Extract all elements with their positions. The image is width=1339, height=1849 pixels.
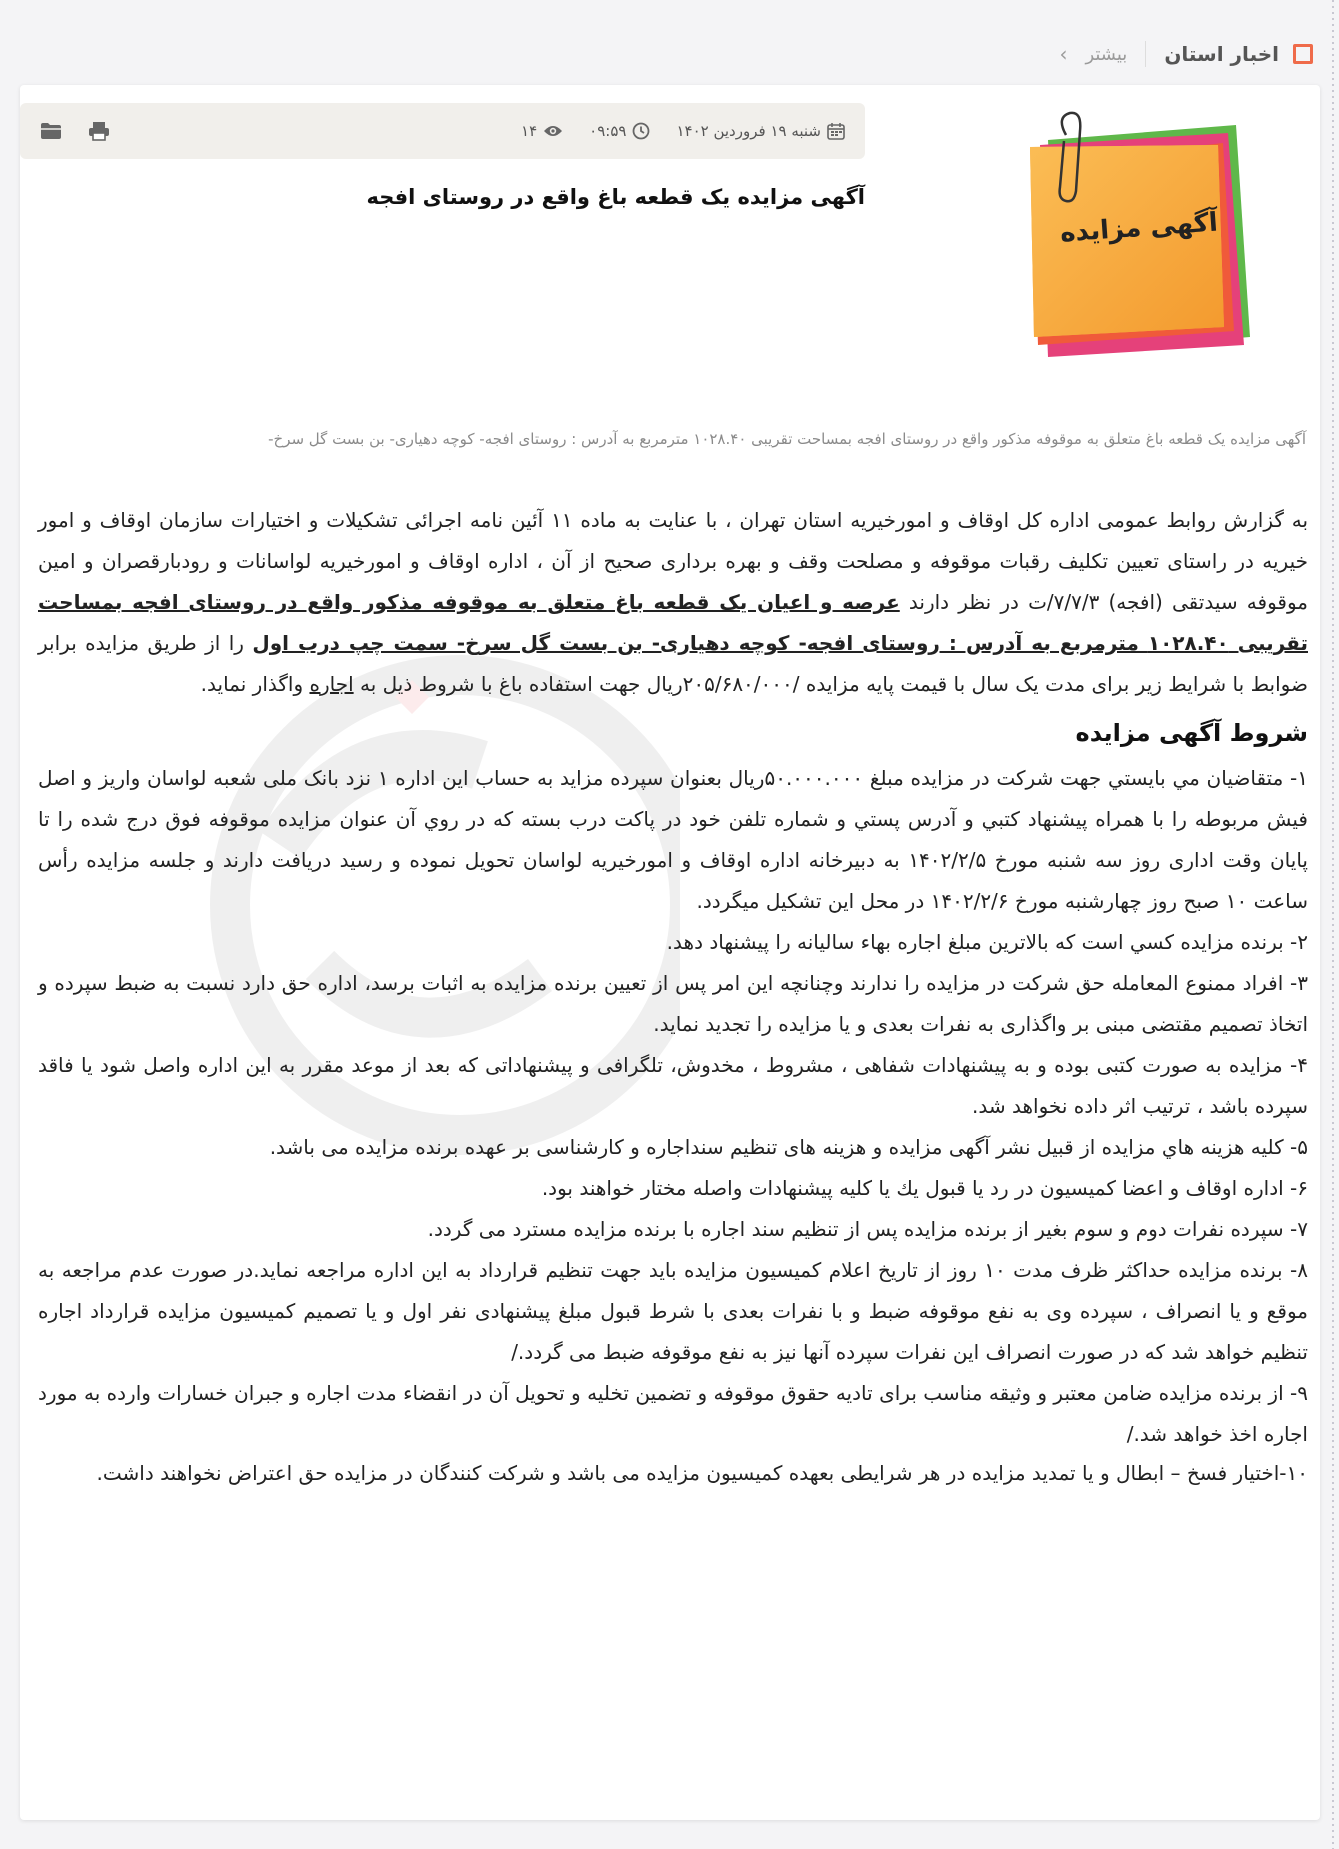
divider xyxy=(1145,41,1146,67)
condition-item: ۱۰-اختیار فسخ – ابطال و یا تمدید مزایده در هر شرایطی بعهده کمیسیون مزایده می باشد و شرکت کنندگان در مزایده حق اعتراض نخواهند داشت. xyxy=(96,1461,1308,1485)
intro-text-2: را از طریق مزایده برابر ضوابط با شرایط زیر برای مدت یک سال با قیمت پایه مزایده /۲۰۵/۶۸۰/۰۰۰ریال جهت استفاده باغ با شروط ذیل به xyxy=(38,631,1308,696)
condition-item: ۱- متقاضیان مي بايستي جهت شركت در مزايده مبلغ ۵۰.۰۰۰.۰۰۰ريال بعنوان سپرده مزايد به حساب اين اداره ۱ نزد بانک ملی شعبه لواسان واريز و اصل فيش مربوطه را با همراه پيشنهاد كتبي و آدرس پستي و شماره تلفن خود در پاكت درب بسته كه در روي آن عنوان مزایده موقوفه فوق درج شده را تا پایان وقت اداری روز سه شنبه مورخ ۱۴۰۲/۲/۵ به دبیرخانه اداره اوقاف و امورخیریه لواسان تحویل نموده و رسید دریافت دارند و جلسه مزایده رأس ساعت ۱۰ صبح روز چهارشنبه مورخ ۱۴۰۲/۲/۶ در محل این تشکیل میگردد. xyxy=(38,766,1308,913)
intro-text-1: به گزارش روابط عمومی اداره کل اوقاف و امورخیریه استان تهران ، با عنایت به ماده ۱۱ آئین نامه اجرائی تشکیلات و اختیارات سازمان اوقاف و امور خیریه در راستای تعیین تکلیف رقبات موقوفه و مصلحت وقف و بهره برداری صحیح از آن ، اداره اوقاف و امورخیریه لواسانات و رودبارقصران و امین موقوفه سیدتقی (افجه) ۷/۷/۳/ت در نظر دارند xyxy=(38,508,1309,614)
date-text: شنبه ۱۹ فروردین ۱۴۰۲ xyxy=(676,122,821,140)
article-title: آگهی مزایده یک قطعه باغ واقع در روستای افجه xyxy=(366,185,865,209)
calendar-icon xyxy=(827,122,845,140)
condition-item: ۴- مزایده به صورت کتبی بوده و به پیشنهادات شفاهی ، مشروط ، مخدوش، تلگرافی و پیشنهاداتی که بعد از موعد مقرر به این اداره واصل شود یا فاقد سپرده باشد ، ترتیب اثر داده نخواهد شد. xyxy=(38,1053,1308,1118)
condition-item: ۸- برنده مزایده حداکثر ظرف مدت ۱۰ روز از تاریخ اعلام کمیسیون مزایده باید جهت تنظیم قرارداد به این اداره مراجعه نماید.در صورت عدم مراجعه به موقع و یا انصراف ، سپرده وی به نفع موقوفه ضبط و با نفرات بعدی با شرط قبول مبلغ پیشنهادی نفر اول و یا تصمیم کمیسیون مزایده قرارداد اجاره تنظیم خواهد شد که در صورت انصراف این نفرات سپرده آنها نیز به نفع موقوفه ضبط می گردد./ xyxy=(38,1258,1308,1364)
section-marker-icon xyxy=(1293,44,1313,64)
lease-link[interactable]: اجاره xyxy=(309,672,354,696)
condition-item: ۹- از برنده مزایده ضامن معتبر و وثیقه مناسب برای تادیه حقوق موقوفه و تضمین تخلیه و تحویل آن در انقضاء مدت اجاره و جبران خسارات وارده به مورد اجاره اخذ خواهد شد./ xyxy=(38,1381,1308,1446)
meta-bar xyxy=(20,103,865,159)
condition-item: ۷- سپرده نفرات دوم و سوم بغیر از برنده مزایده پس از تنظیم سند اجاره با برنده مزایده مسترد می گردد. xyxy=(427,1217,1308,1241)
views-count: ۱۴ xyxy=(521,122,538,140)
clock-icon xyxy=(632,122,650,140)
condition-item: ۳- افراد ممنوع المعامله حق شرکت در مزایده را ندارند وچنانچه این امر پس از تعیین برنده مزایده به اثبات برسد، اداره حق دارد نسبت به ضبط سپرده و اتخاذ تصمیم مقتضی مبنی بر واگذاری به نفرات بعدی و یا مزایده را تجدید نماید. xyxy=(38,971,1308,1036)
meta-actions xyxy=(40,121,110,141)
print-icon[interactable] xyxy=(88,121,110,141)
meta-views xyxy=(521,122,563,140)
condition-item: ۵- کلیه هزینه هاي مزایده از قبیل نشر آگهی مزایده و هزینه های تنظیم سنداجاره و کارشناسی بر عهده برنده مزایده می باشد. xyxy=(269,1135,1308,1159)
chevron-icon[interactable]: › xyxy=(1059,42,1068,66)
article-body xyxy=(38,500,1308,1491)
section-header xyxy=(1059,34,1313,74)
eye-icon xyxy=(543,124,563,138)
time-text: ۰۹:۵۹ xyxy=(589,122,627,140)
conditions-heading: شروط آگهی مزایده xyxy=(1075,719,1308,747)
intro-paragraph xyxy=(38,500,1308,705)
condition-item: ۶- اداره اوقاف و اعضا كميسيون در رد يا قبول يك يا كليه پيشنهادات واصله مختار خواهند بود. xyxy=(541,1176,1308,1200)
poster-label: آگهی مزایده xyxy=(1059,207,1219,249)
condition-item: ۲- برنده مزايده كسي است كه بالاترين مبلغ اجاره بهاء ساليانه را پيشنهاد دهد. xyxy=(666,930,1308,954)
intro-text-3: واگذار نماید. xyxy=(200,672,310,696)
article-image[interactable] xyxy=(1018,105,1258,380)
more-link[interactable]: بیشتر xyxy=(1085,43,1128,65)
meta-info xyxy=(521,122,845,140)
meta-time xyxy=(589,122,650,140)
section-title[interactable]: اخبار استان xyxy=(1164,42,1279,66)
scrollbar[interactable] xyxy=(1327,0,1339,1849)
meta-date xyxy=(676,122,845,140)
article-lead: آگهی مزایده یک قطعه باغ متعلق به موقوفه مذکور واقع در روستای افجه بمساحت تقریبی ۱۰۲۸.۴۰ مترمربع به آدرس : روستای افجه- کوچه دهیاری- بن بست گل سرخ- xyxy=(268,430,1306,448)
intro-highlight: عرصه و اعیان یک قطعه باغ متعلق به موقوفه مذکور واقع در روستای افجه بمساحت تقریبی ۱۰۲۸.۴۰ مترمربع به آدرس : روستای افجه- کوچه دهیاری- بن بست گل سرخ- سمت چپ درب اول xyxy=(38,590,1308,655)
article-card xyxy=(20,85,1320,1820)
folder-icon[interactable] xyxy=(40,122,62,140)
